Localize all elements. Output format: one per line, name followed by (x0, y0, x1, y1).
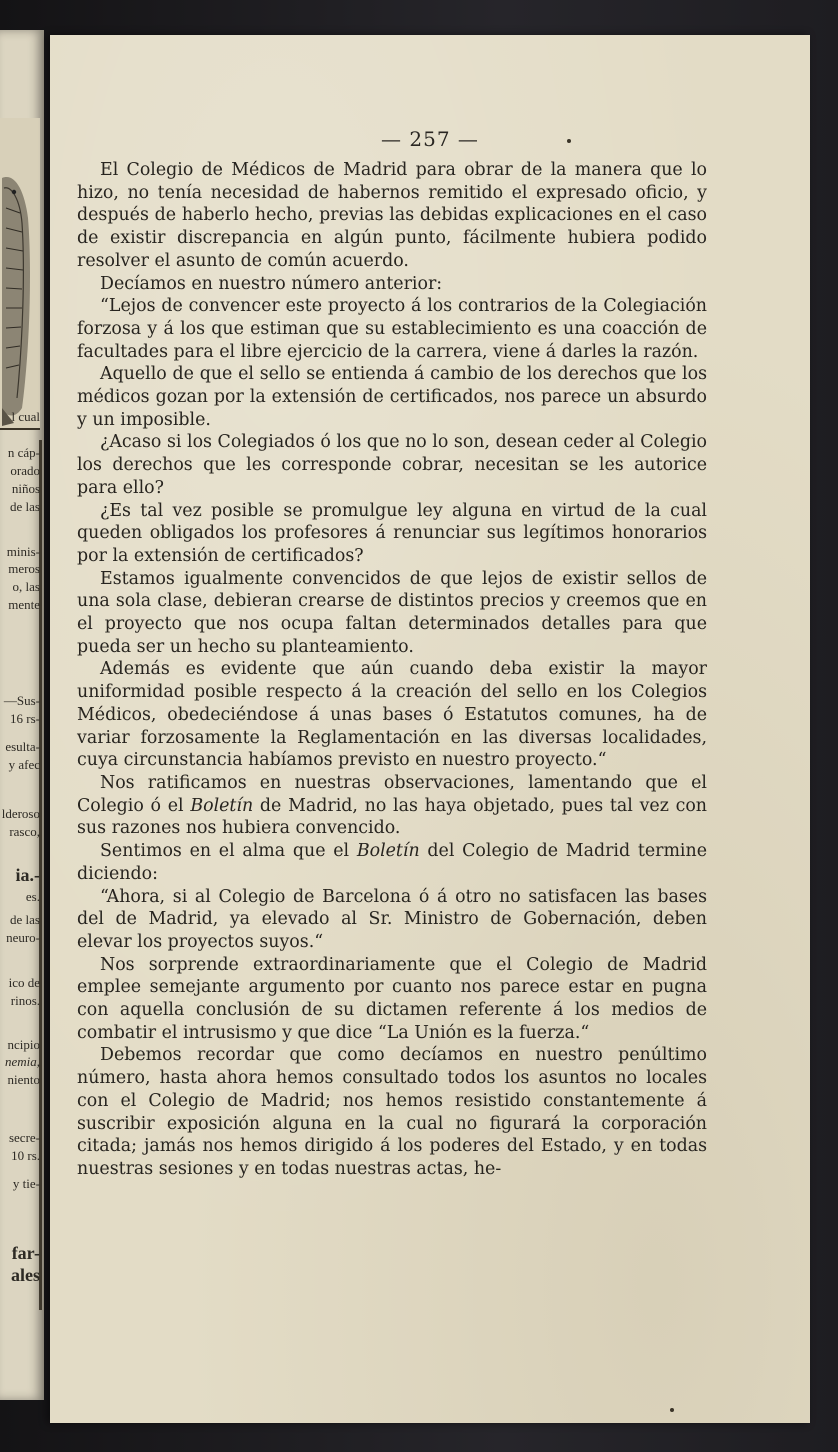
paragraph: Aquello de que el sello se entienda á cambio de los derechos que los médicos gozan por la extensión de certificados, nos parece un absurdo y un imposible. (77, 364, 707, 430)
previous-page-fragment: nemia, (4, 1054, 40, 1069)
previous-page-fragment: 10 rs. (11, 1148, 40, 1163)
previous-page-fragment: secre- (8, 1130, 40, 1145)
paragraph-text: de Madrid, no las haya objetado, pues tal vez con sus razones nos hubiera convencido. (77, 795, 708, 839)
paragraph-text: Sentimos en el alma que el (100, 841, 357, 862)
publication-title: Boletín (190, 795, 254, 816)
paragraph: “Lejos de convencer este proyecto á los contrarios de la Colegiación forzosa y á los que estiman que su establecimiento es una coacción de facultades para el libre ejercicio de la carrera, viene á darles la razón. (77, 296, 707, 362)
paragraph: Decíamos en nuestro número anterior: (100, 273, 443, 294)
paragraph: Además es evidente que aún cuando deba existir la mayor uniformidad posible respecto á la creación del sello en los Colegios Médicos, obedeciéndose á unas bases ó Estatutos comunes, ha de variar forzosamente la Reglamentación en las diversas localidades, cuya circunstancia habíamos previsto en nuestro proyecto.“ (77, 659, 707, 771)
paragraph-text: del Colegio de Madrid termine diciendo: (77, 841, 707, 884)
publication-title: Boletín (356, 841, 420, 862)
previous-page-fragment: meros (8, 561, 40, 576)
previous-page-fragment: l cual (11, 409, 40, 424)
previous-page-fragment: ales (11, 1265, 40, 1285)
previous-page-fragment: rinos. (10, 993, 40, 1008)
paragraph: Nos sorprende extraordinariamente que el Colegio de Madrid emplee semejante argumento por cuanto nos parece estar en pugna con aquella conclusión de su dictamen referente á los medios de combatir el intrusismo y que dice “La Unión es la fuerza.“ (77, 954, 707, 1043)
previous-page-fragment: neuro- (6, 930, 40, 945)
previous-page-fragment: orado (10, 463, 40, 478)
paper-speck (567, 139, 571, 143)
previous-page-fragment: y tie- (12, 1176, 40, 1191)
previous-page-fragment: minis- (6, 544, 40, 559)
book-page (50, 35, 810, 1423)
previous-page-fragment: —Sus- (3, 693, 40, 708)
paragraph (77, 840, 707, 885)
previous-page-fragment: mente (8, 597, 40, 612)
paper-speck (670, 1408, 674, 1412)
previous-page-fragment: ia.- (15, 865, 40, 885)
previous-page-fragment: o, las (12, 579, 40, 594)
previous-page-fragment: de las (10, 912, 40, 927)
previous-page-fragment: lderoso (1, 806, 40, 821)
body-text (77, 159, 707, 1181)
previous-page-fragment: y afec (8, 757, 40, 772)
paragraph-text: Nos ratificamos en nuestras observaciones, lamentando que el Colegio ó el (77, 772, 707, 816)
previous-page-fragment: de las (10, 499, 40, 514)
paragraph: Debemos recordar que como decíamos en nuestro penúltimo número, hasta ahora hemos consultado todos los asuntos no locales con el Colegio de Madrid; nos hemos resistido constantemente á suscribir exposición alguna en la cual no figurará la corporación citada; jamás nos hemos dirigido á los poderes del Estado, y en todas nuestras sesiones y en todas nuestras actas, he- (77, 1045, 707, 1179)
previous-page-fragment: esulta- (5, 739, 40, 754)
previous-page-fragment: rasco, (9, 824, 40, 839)
previous-page-fragment: n cáp- (7, 445, 40, 460)
paragraph: ¿Acaso si los Colegiados ó los que no lo son, desean ceder al Colegio los derechos que les corresponde cobrar, necesitan se les autorice para ello? (77, 432, 707, 498)
previous-page-fragment: ico de (8, 975, 40, 990)
paragraph: “Ahora, si al Colegio de Barcelona ó á otro no satisfacen las bases del de Madrid, ya elevado al Sr. Ministro de Gobernación, deben elevar los proyectos suyos.“ (77, 886, 707, 952)
paragraph: ¿Es tal vez posible se promulgue ley alguna en virtud de la cual queden obligados los profesores á renunciar sus legítimos honorarios por la extensión de certificados? (77, 500, 707, 566)
page-number: — 257 — (381, 127, 479, 151)
previous-page-fragment: niento (7, 1072, 40, 1087)
paragraph: Estamos igualmente convencidos de que lejos de existir sellos de una sola clase, debieran crearse de distintos precios y creemos que en el proyecto que nos ocupa faltan determinados detalles para que pueda ser un hecho su planteamiento. (77, 568, 707, 657)
previous-page-fragment: es. (25, 889, 40, 904)
previous-page-fragment: ncipio (7, 1037, 40, 1052)
fish-illustration (0, 118, 40, 430)
previous-page-fragment: 16 rs- (10, 711, 40, 726)
paragraph (77, 772, 707, 840)
previous-page-fragment: niños (11, 481, 40, 496)
previous-page-fragment: far- (11, 1243, 40, 1263)
paragraph: El Colegio de Médicos de Madrid para obrar de la manera que lo hizo, no tenía necesidad de habernos remitido el expresado oficio, y después de haberlo hecho, previas las debidas explicaciones en el caso de existir discrepancia en algún punto, fácilmente hubiera podido resolver el asunto de común acuerdo. (77, 160, 707, 271)
previous-page-edge (0, 30, 44, 1400)
